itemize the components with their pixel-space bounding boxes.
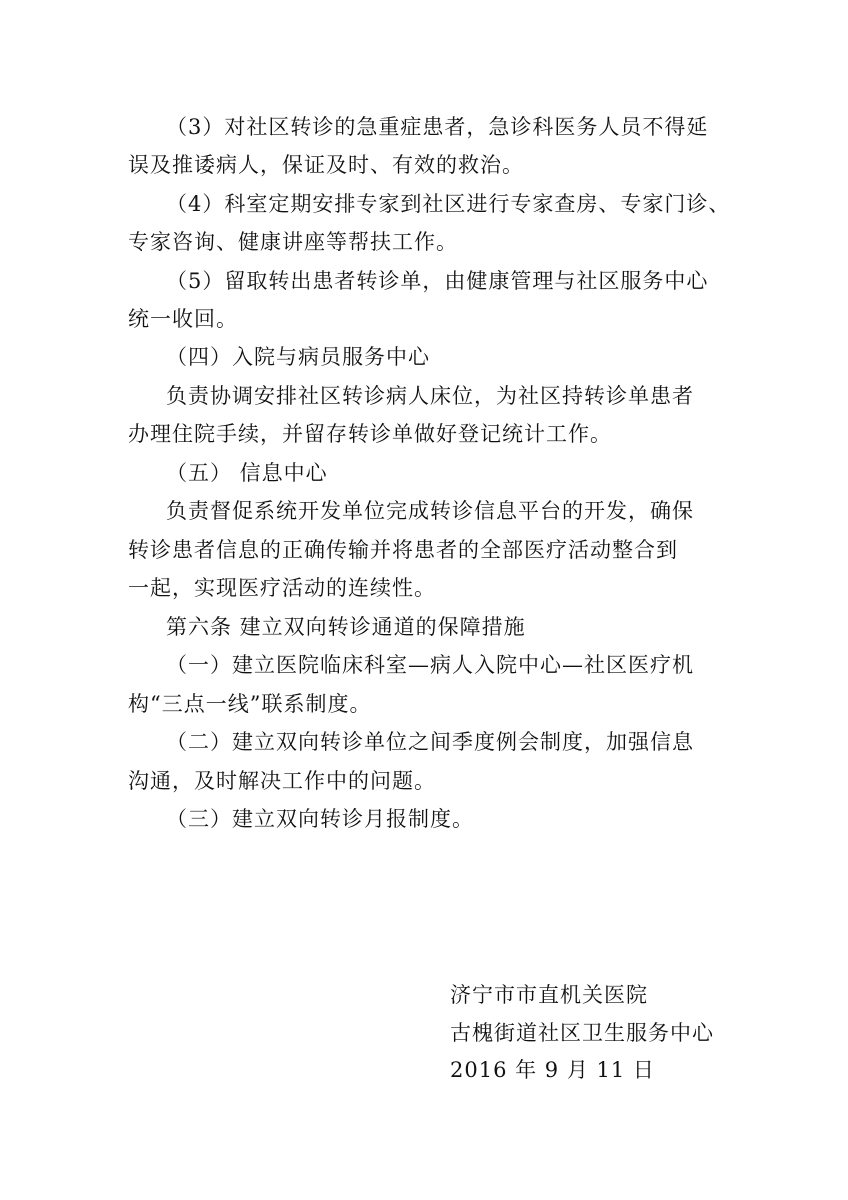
article-heading: 第六条 建立双向转诊通道的保障措施 — [166, 615, 526, 639]
paragraph-line: 一起，实现医疗活动的连续性。 — [128, 576, 436, 600]
section-heading: （五） 信息中心 — [166, 461, 328, 485]
paragraph-line: 专家咨询、健康讲座等帮扶工作。 — [128, 230, 458, 254]
paragraph-line: （5）留取转出患者转诊单，由健康管理与社区服务中心 — [166, 269, 709, 293]
paragraph-line: 转诊患者信息的正确传输并将患者的全部医疗活动整合到 — [128, 538, 678, 562]
signature-date: 2016 年 9 月 11 日 — [450, 1058, 655, 1082]
paragraph-line: （4）科室定期安排专家到社区进行专家查房、专家门诊、 — [166, 192, 731, 216]
paragraph-line: （二）建立双向转诊单位之间季度例会制度，加强信息 — [166, 730, 694, 754]
paragraph-line: 办理住院手续，并留存转诊单做好登记统计工作。 — [128, 422, 612, 446]
paragraph-line: 沟通，及时解决工作中的问题。 — [128, 769, 436, 793]
paragraph-line: （3）对社区转诊的急重症患者，急诊科医务人员不得延 — [166, 115, 709, 139]
paragraph-line: 误及推诿病人，保证及时、有效的救治。 — [128, 153, 524, 177]
paragraph-line: 统一收回。 — [128, 307, 238, 331]
paragraph-line: （一）建立医院临床科室—病人入院中心—社区医疗机 — [166, 653, 694, 677]
paragraph-line: 负责协调安排社区转诊病人床位，为社区持转诊单患者 — [166, 384, 694, 408]
paragraph-line: （三）建立双向转诊月报制度。 — [166, 807, 474, 831]
signature-organization: 济宁市市直机关医院 — [450, 983, 648, 1007]
section-heading: （四）入院与病员服务中心 — [166, 345, 430, 369]
signature-organization: 古槐街道社区卫生服务中心 — [450, 1021, 714, 1045]
paragraph-line: 负责督促系统开发单位完成转诊信息平台的开发，确保 — [166, 499, 694, 523]
paragraph-line: 构“三点一线”联系制度。 — [128, 692, 372, 716]
